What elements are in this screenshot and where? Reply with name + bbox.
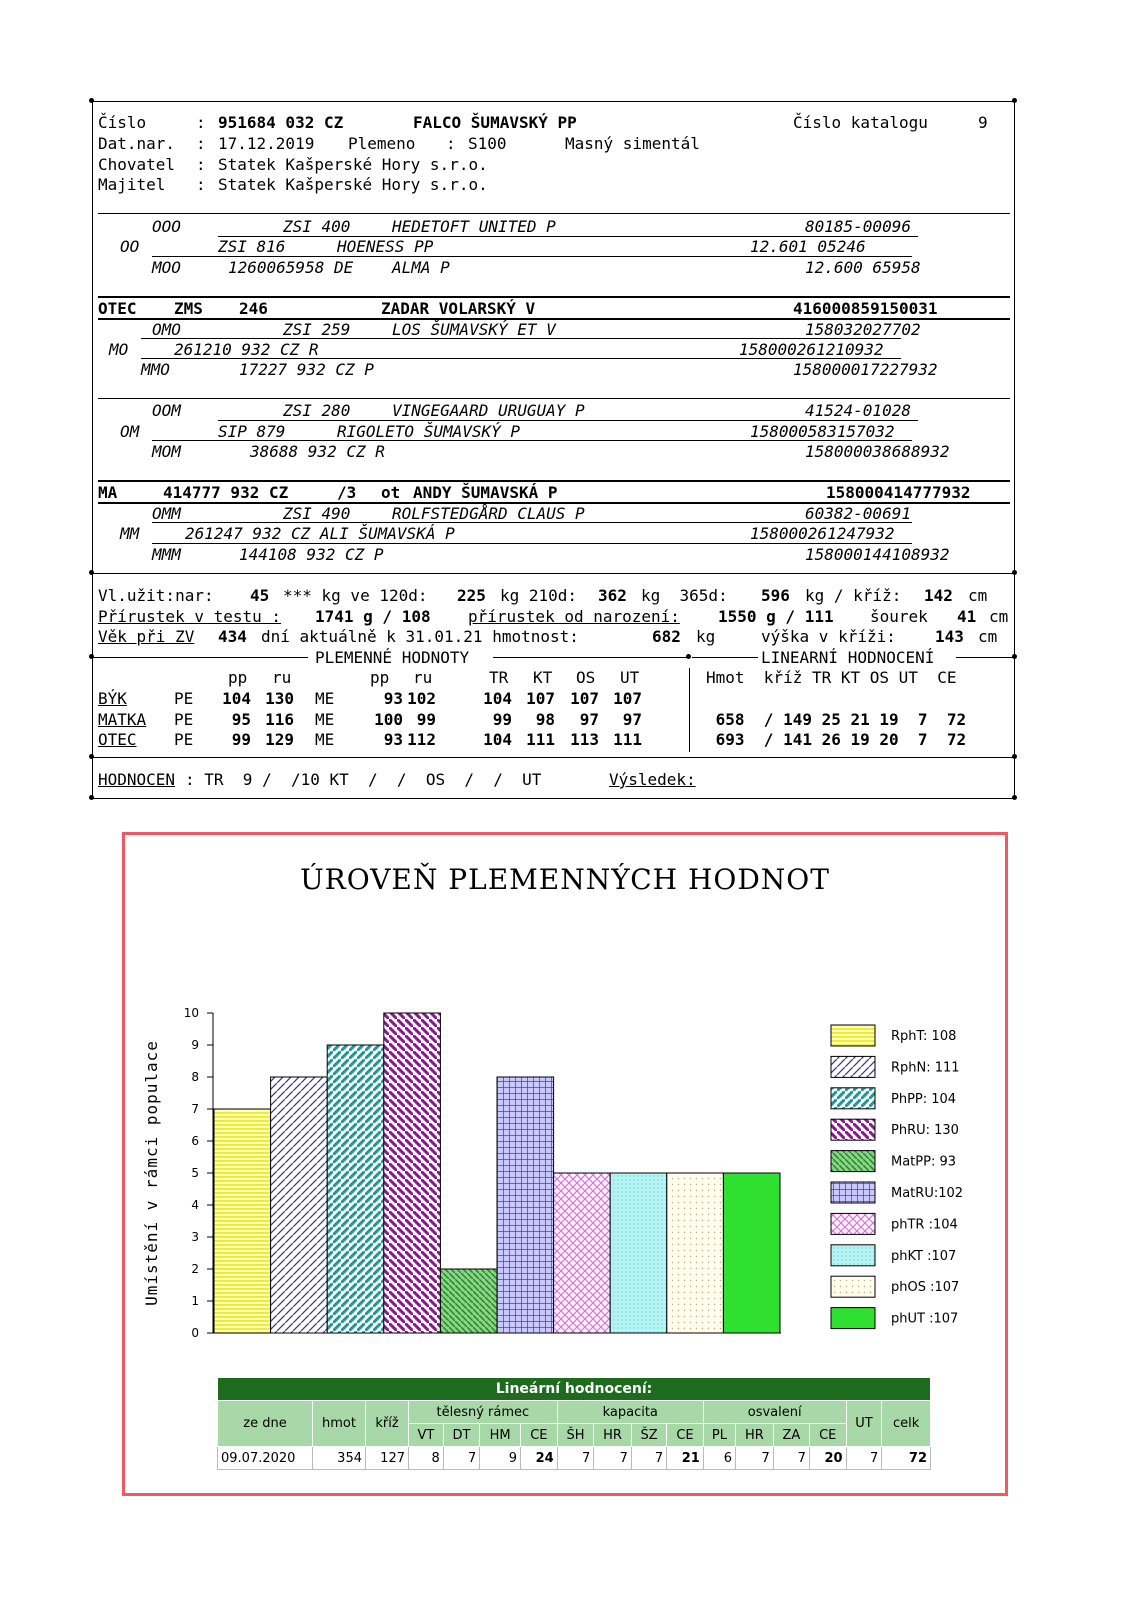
omm-code: OMM <box>152 504 181 523</box>
bv-ru: 130 <box>265 689 294 708</box>
chovatel-value: Statek Kašperské Hory s.r.o. <box>218 155 488 174</box>
breeding-title: PLEMENNÉ HODNOTY <box>315 648 470 667</box>
bv-linear: 658 / 149 25 21 19 7 72 <box>706 709 967 729</box>
bv-ut: 97 <box>622 709 642 729</box>
perf-v6: 1741 g / 108 <box>315 607 431 626</box>
th-sub: VT <box>409 1424 444 1447</box>
col-ru2: ru <box>413 668 433 687</box>
bar-chart <box>125 835 1005 1375</box>
moo-name: ALMA P <box>392 258 450 277</box>
th-kriz: kříž <box>366 1401 409 1447</box>
otec-num: 416000859150031 <box>793 299 938 318</box>
perf-l3d: výška v kříži: <box>761 627 896 646</box>
vysledek-label: Výsledek: <box>609 770 696 789</box>
moo-reg: 1260065958 DE <box>228 258 354 277</box>
th-date: ze dne <box>218 1401 313 1447</box>
perf-v3: 362 <box>598 586 627 605</box>
oom-reg: ZSI 280 <box>283 401 351 420</box>
mo-reg: 261210 932 CZ R <box>174 340 319 359</box>
y-tick-label: 5 <box>191 1166 199 1180</box>
legend-swatch <box>831 1151 875 1172</box>
divider <box>956 657 1014 658</box>
majitel-value: Statek Kašperské Hory s.r.o. <box>218 175 488 194</box>
legend-swatch <box>831 1119 875 1140</box>
colon: : <box>196 134 206 153</box>
mom-code: MOM <box>152 442 181 461</box>
hodnocen-rest: : TR 9 / /10 KT / / OS / / UT <box>185 770 542 789</box>
legend-label: phOS :107 <box>891 1280 960 1296</box>
cell-value: 8 <box>409 1447 444 1470</box>
colon: : <box>196 175 206 194</box>
divider <box>92 573 1014 574</box>
omo-reg: ZSI 259 <box>283 320 351 339</box>
katalog-value: 9 <box>978 113 988 132</box>
legend-swatch <box>831 1213 875 1234</box>
colon: : <box>196 155 206 174</box>
ooo-num: 80185-00096 <box>805 217 911 236</box>
perf-l3a: Věk při ZV <box>98 627 195 646</box>
linear-title: LINEARNÍ HODNOCENÍ <box>761 648 935 667</box>
ma-reg: 414777 932 CZ <box>163 483 289 502</box>
legend-label: PhRU: 130 <box>891 1123 959 1139</box>
bv-ru2: 99 <box>416 709 436 729</box>
mom-reg: 38688 932 CZ R <box>250 442 385 461</box>
ma-code: MA <box>98 483 118 502</box>
y-axis-label: Umístění v rámci populace <box>142 1040 161 1306</box>
legend-label: MatPP: 93 <box>891 1154 957 1170</box>
plemeno-label: Plemeno <box>348 134 416 153</box>
bv-pp2: 100 <box>374 709 403 729</box>
bv-os: 113 <box>570 730 599 749</box>
y-tick-label: 10 <box>183 1006 199 1020</box>
bv-row-label: MATKA <box>98 709 147 729</box>
th-sub: ŠH <box>557 1424 594 1447</box>
col-pp2: pp <box>370 668 390 687</box>
perf-v7: 1550 g / 111 <box>718 607 834 626</box>
cell-value: 21 <box>667 1447 704 1470</box>
perf-l1a: Vl.užit:nar: <box>98 586 214 605</box>
divider <box>98 398 1010 399</box>
perf-l2b: přírustek od narození: <box>468 607 680 626</box>
cislo-label: Číslo <box>98 113 147 132</box>
legend-label: MatRU:102 <box>891 1186 964 1201</box>
bv-ru2: 102 <box>407 689 436 708</box>
cell-value: 7 <box>773 1447 809 1470</box>
bv-kt: 111 <box>526 730 555 749</box>
y-tick-label: 0 <box>191 1326 199 1340</box>
y-tick-label: 4 <box>191 1198 199 1212</box>
plemeno-value: S100 <box>468 134 507 153</box>
perf-l1c: kg 210d: <box>500 586 578 605</box>
colon: : <box>446 134 456 153</box>
th-sub: ŠZ <box>631 1424 666 1447</box>
frame-corner <box>89 754 94 759</box>
bar-MatRU <box>497 1077 554 1333</box>
divider <box>92 757 1014 758</box>
y-tick-label: 9 <box>191 1038 199 1052</box>
y-tick-label: 6 <box>191 1134 199 1148</box>
omm-reg: ZSI 490 <box>283 504 351 523</box>
y-tick-label: 7 <box>191 1102 199 1116</box>
bv-ut: 111 <box>613 730 642 749</box>
bar-RphN <box>271 1077 328 1333</box>
bv-linear: 693 / 141 26 19 20 7 72 <box>706 730 967 749</box>
th-kapacita: kapacita <box>557 1401 703 1424</box>
om-name: RIGOLETO ŠUMAVSKÝ P <box>337 422 521 441</box>
majitel-label: Majitel <box>98 175 166 194</box>
col-ru: ru <box>272 668 292 687</box>
perf-l2a: Přírustek v testu : <box>98 607 282 626</box>
plemeno-name: Masný simentál <box>565 134 700 153</box>
mm-code: MM <box>120 524 140 543</box>
bv-me: ME <box>315 730 335 749</box>
divider <box>92 657 308 658</box>
col-ut: UT <box>620 668 640 687</box>
bar-phUT <box>723 1173 780 1333</box>
lin-cols: Hmot kříž TR KT OS UT CE <box>706 668 957 687</box>
bar-RphT <box>214 1109 271 1333</box>
mmm-code: MMM <box>152 545 181 564</box>
cell-value: 6 <box>703 1447 735 1470</box>
perf-v8: 41 <box>957 607 977 626</box>
frame-bottom <box>92 798 1014 799</box>
bar-phKT <box>610 1173 667 1333</box>
divider <box>98 213 1010 214</box>
oo-num: 12.601 05246 <box>750 237 866 256</box>
bar-phTR <box>554 1173 611 1333</box>
chovatel-label: Chovatel <box>98 155 176 174</box>
col-os: OS <box>576 668 596 687</box>
ooo-name: HEDETOFT UNITED P <box>392 217 556 236</box>
perf-l3e: cm <box>978 627 998 646</box>
th-sub: CE <box>809 1424 846 1447</box>
cell-value: 20 <box>809 1447 846 1470</box>
linear-table <box>217 1377 931 1470</box>
y-tick-label: 8 <box>191 1070 199 1084</box>
legend-label: phUT :107 <box>891 1311 959 1327</box>
perf-l1f: cm <box>968 586 988 605</box>
moo-num: 12.600 65958 <box>805 258 921 277</box>
ooo-code: OOO <box>152 217 181 236</box>
mmm-reg: 144108 932 CZ P <box>239 545 384 564</box>
legend-label: PhPP: 104 <box>891 1091 957 1107</box>
ma-ot: ot <box>381 483 401 502</box>
divider <box>692 657 758 658</box>
bv-ru2: 112 <box>407 730 436 749</box>
oo-code: OO <box>120 237 140 256</box>
perf-l1b: *** kg ve 120d: <box>283 586 428 605</box>
mmo-num: 158000017227932 <box>793 360 938 379</box>
bv-me: ME <box>315 709 335 729</box>
hodnocen-label: HODNOCEN <box>98 770 176 789</box>
cell-hmot: 354 <box>313 1447 366 1470</box>
bv-pe: PE <box>174 689 194 708</box>
perf-l1e: kg / kříž: <box>805 586 902 605</box>
th-sub: HR <box>594 1424 632 1447</box>
mmo-code: MMO <box>141 360 170 379</box>
th-sub: CE <box>667 1424 704 1447</box>
omo-name: LOS ŠUMAVSKÝ ET V <box>392 320 556 339</box>
legend-label: phTR :104 <box>891 1217 958 1233</box>
omm-name: ROLFSTEDGÅRD CLAUS P <box>392 504 585 523</box>
bv-row-label: BÝK <box>98 689 127 708</box>
bv-os: 107 <box>570 689 599 708</box>
oom-num: 41524-01028 <box>805 401 911 420</box>
frame-right <box>1014 101 1015 797</box>
mm-num: 158000261247932 <box>750 524 895 543</box>
perf-v2: 225 <box>457 586 486 605</box>
datnar-value: 17.12.2019 <box>218 134 315 153</box>
oo-reg: ZSI 816 <box>218 237 286 256</box>
bar-MatPP <box>440 1269 497 1333</box>
bv-pp: 104 <box>222 689 251 708</box>
perf-l3c: kg <box>696 627 716 646</box>
cell-value: 7 <box>443 1447 479 1470</box>
legend-label: RphN: 111 <box>891 1060 960 1076</box>
otec-name: ZADAR VOLARSKÝ V <box>381 299 536 318</box>
th-hmot: hmot <box>313 1401 366 1447</box>
chart-title: ÚROVEŇ PLEMENNÝCH HODNOT <box>300 863 830 896</box>
katalog-label: Číslo katalogu <box>793 113 928 132</box>
mo-num: 158000261210932 <box>739 340 884 359</box>
bv-pp2: 93 <box>383 730 403 749</box>
oo-name: HOENESS PP <box>337 237 434 256</box>
th-sub: HR <box>736 1424 774 1447</box>
frame-top <box>92 101 1014 102</box>
cell-value: 9 <box>480 1447 521 1470</box>
bv-tr: 99 <box>492 709 512 729</box>
th-osvaleni: osvalení <box>703 1401 846 1424</box>
bv-tr: 104 <box>483 689 512 708</box>
legend-swatch <box>831 1025 875 1046</box>
legend-swatch <box>831 1056 875 1077</box>
th-sub: DT <box>443 1424 479 1447</box>
omo-code: OMO <box>152 320 181 339</box>
perf-v4: 596 <box>761 586 790 605</box>
cell-value: 7 <box>594 1447 632 1470</box>
bv-kt: 98 <box>535 709 555 729</box>
bv-ru: 116 <box>265 709 294 729</box>
bv-me: ME <box>315 689 335 708</box>
mo-code: MO <box>109 340 129 359</box>
bar-PhRU <box>384 1013 441 1333</box>
otec-reg1: ZMS <box>174 299 203 318</box>
ma-name: ANDY ŠUMAVSKÁ P <box>413 483 558 502</box>
bv-tr: 104 <box>483 730 512 749</box>
moo-code: MOO <box>152 258 181 277</box>
om-reg: SIP 879 <box>218 422 286 441</box>
mom-num: 158000038688932 <box>805 442 950 461</box>
perf-v9: 434 <box>218 627 247 646</box>
bv-ru: 129 <box>265 730 294 749</box>
chart-panel <box>122 832 1008 1496</box>
cell-value: 7 <box>631 1447 666 1470</box>
perf-l3b: dní aktuálně k 31.01.21 hmotnost: <box>261 627 579 646</box>
cell-date: 09.07.2020 <box>218 1447 313 1470</box>
perf-v11: 143 <box>935 627 964 646</box>
cell-value: 7 <box>736 1447 774 1470</box>
col-pp: pp <box>228 668 248 687</box>
legend-label: phKT :107 <box>891 1248 957 1264</box>
cell-value: 7 <box>557 1447 594 1470</box>
cislo-value: 951684 032 CZ <box>218 113 344 132</box>
mm-reg: 261247 932 CZ ALI ŠUMAVSKÁ P <box>185 524 455 543</box>
bv-pp2: 93 <box>383 689 403 708</box>
th-celk: celk <box>882 1401 931 1447</box>
oom-code: OOM <box>152 401 181 420</box>
ooo-reg: ZSI 400 <box>283 217 351 236</box>
y-tick-label: 1 <box>191 1294 199 1308</box>
ma-num: 158000414777932 <box>826 483 971 502</box>
y-tick-label: 3 <box>191 1230 199 1244</box>
animal-name: FALCO ŠUMAVSKÝ PP <box>413 113 577 132</box>
bv-ut: 107 <box>613 689 642 708</box>
perf-v10: 682 <box>652 627 681 646</box>
otec-code: OTEC <box>98 299 137 318</box>
oom-name: VINGEGAARD URUGUAY P <box>392 401 585 420</box>
bar-PhPP <box>327 1045 384 1333</box>
perf-v1: 45 <box>250 586 270 605</box>
divider <box>493 657 687 658</box>
legend-label: RphT: 108 <box>891 1029 957 1044</box>
bv-pp: 95 <box>231 709 251 729</box>
bv-pe: PE <box>174 709 194 729</box>
legend-swatch <box>831 1308 875 1329</box>
bv-os: 97 <box>579 709 599 729</box>
col-tr: TR <box>489 668 509 687</box>
th-sub: PL <box>703 1424 735 1447</box>
bv-kt: 107 <box>526 689 555 708</box>
legend-swatch <box>831 1245 875 1266</box>
legend-swatch <box>831 1088 875 1109</box>
frame-left <box>92 101 93 797</box>
legend-swatch <box>831 1276 875 1297</box>
frame-corner <box>1012 754 1017 759</box>
mmm-num: 158000144108932 <box>805 545 950 564</box>
col-kt: KT <box>533 668 553 687</box>
bv-pp: 99 <box>231 730 251 749</box>
th-ut: UT <box>846 1401 882 1447</box>
th-sub: CE <box>521 1424 558 1447</box>
cell-value: 24 <box>521 1447 558 1470</box>
omm-num: 60382-00691 <box>805 504 911 523</box>
otec-reg2: 246 <box>239 299 268 318</box>
perf-v5: 142 <box>924 586 953 605</box>
th-sub: HM <box>480 1424 521 1447</box>
bv-row-label: OTEC <box>98 730 137 749</box>
column-divider <box>689 668 690 752</box>
th-sub: ZA <box>773 1424 809 1447</box>
th-ramec: tělesný rámec <box>409 1401 558 1424</box>
colon: : <box>196 113 206 132</box>
om-num: 158000583157032 <box>750 422 895 441</box>
omo-num: 158032027702 <box>805 320 921 339</box>
cell-celk: 72 <box>882 1447 931 1470</box>
mmo-reg: 17227 932 CZ P <box>239 360 374 379</box>
cell-kriz: 127 <box>366 1447 409 1470</box>
perf-l2c: šourek <box>870 607 928 626</box>
datnar-label: Dat.nar. <box>98 134 176 153</box>
cell-ut: 7 <box>846 1447 882 1470</box>
legend-swatch <box>831 1182 875 1203</box>
linear-table-title: Lineární hodnocení: <box>218 1378 931 1401</box>
om-code: OM <box>120 422 140 441</box>
y-tick-label: 2 <box>191 1262 199 1276</box>
perf-l2d: cm <box>989 607 1009 626</box>
perf-l1d: kg 365d: <box>641 586 728 605</box>
bv-pe: PE <box>174 730 194 749</box>
bar-phOS <box>667 1173 724 1333</box>
ma-extra: /3 <box>337 483 357 502</box>
